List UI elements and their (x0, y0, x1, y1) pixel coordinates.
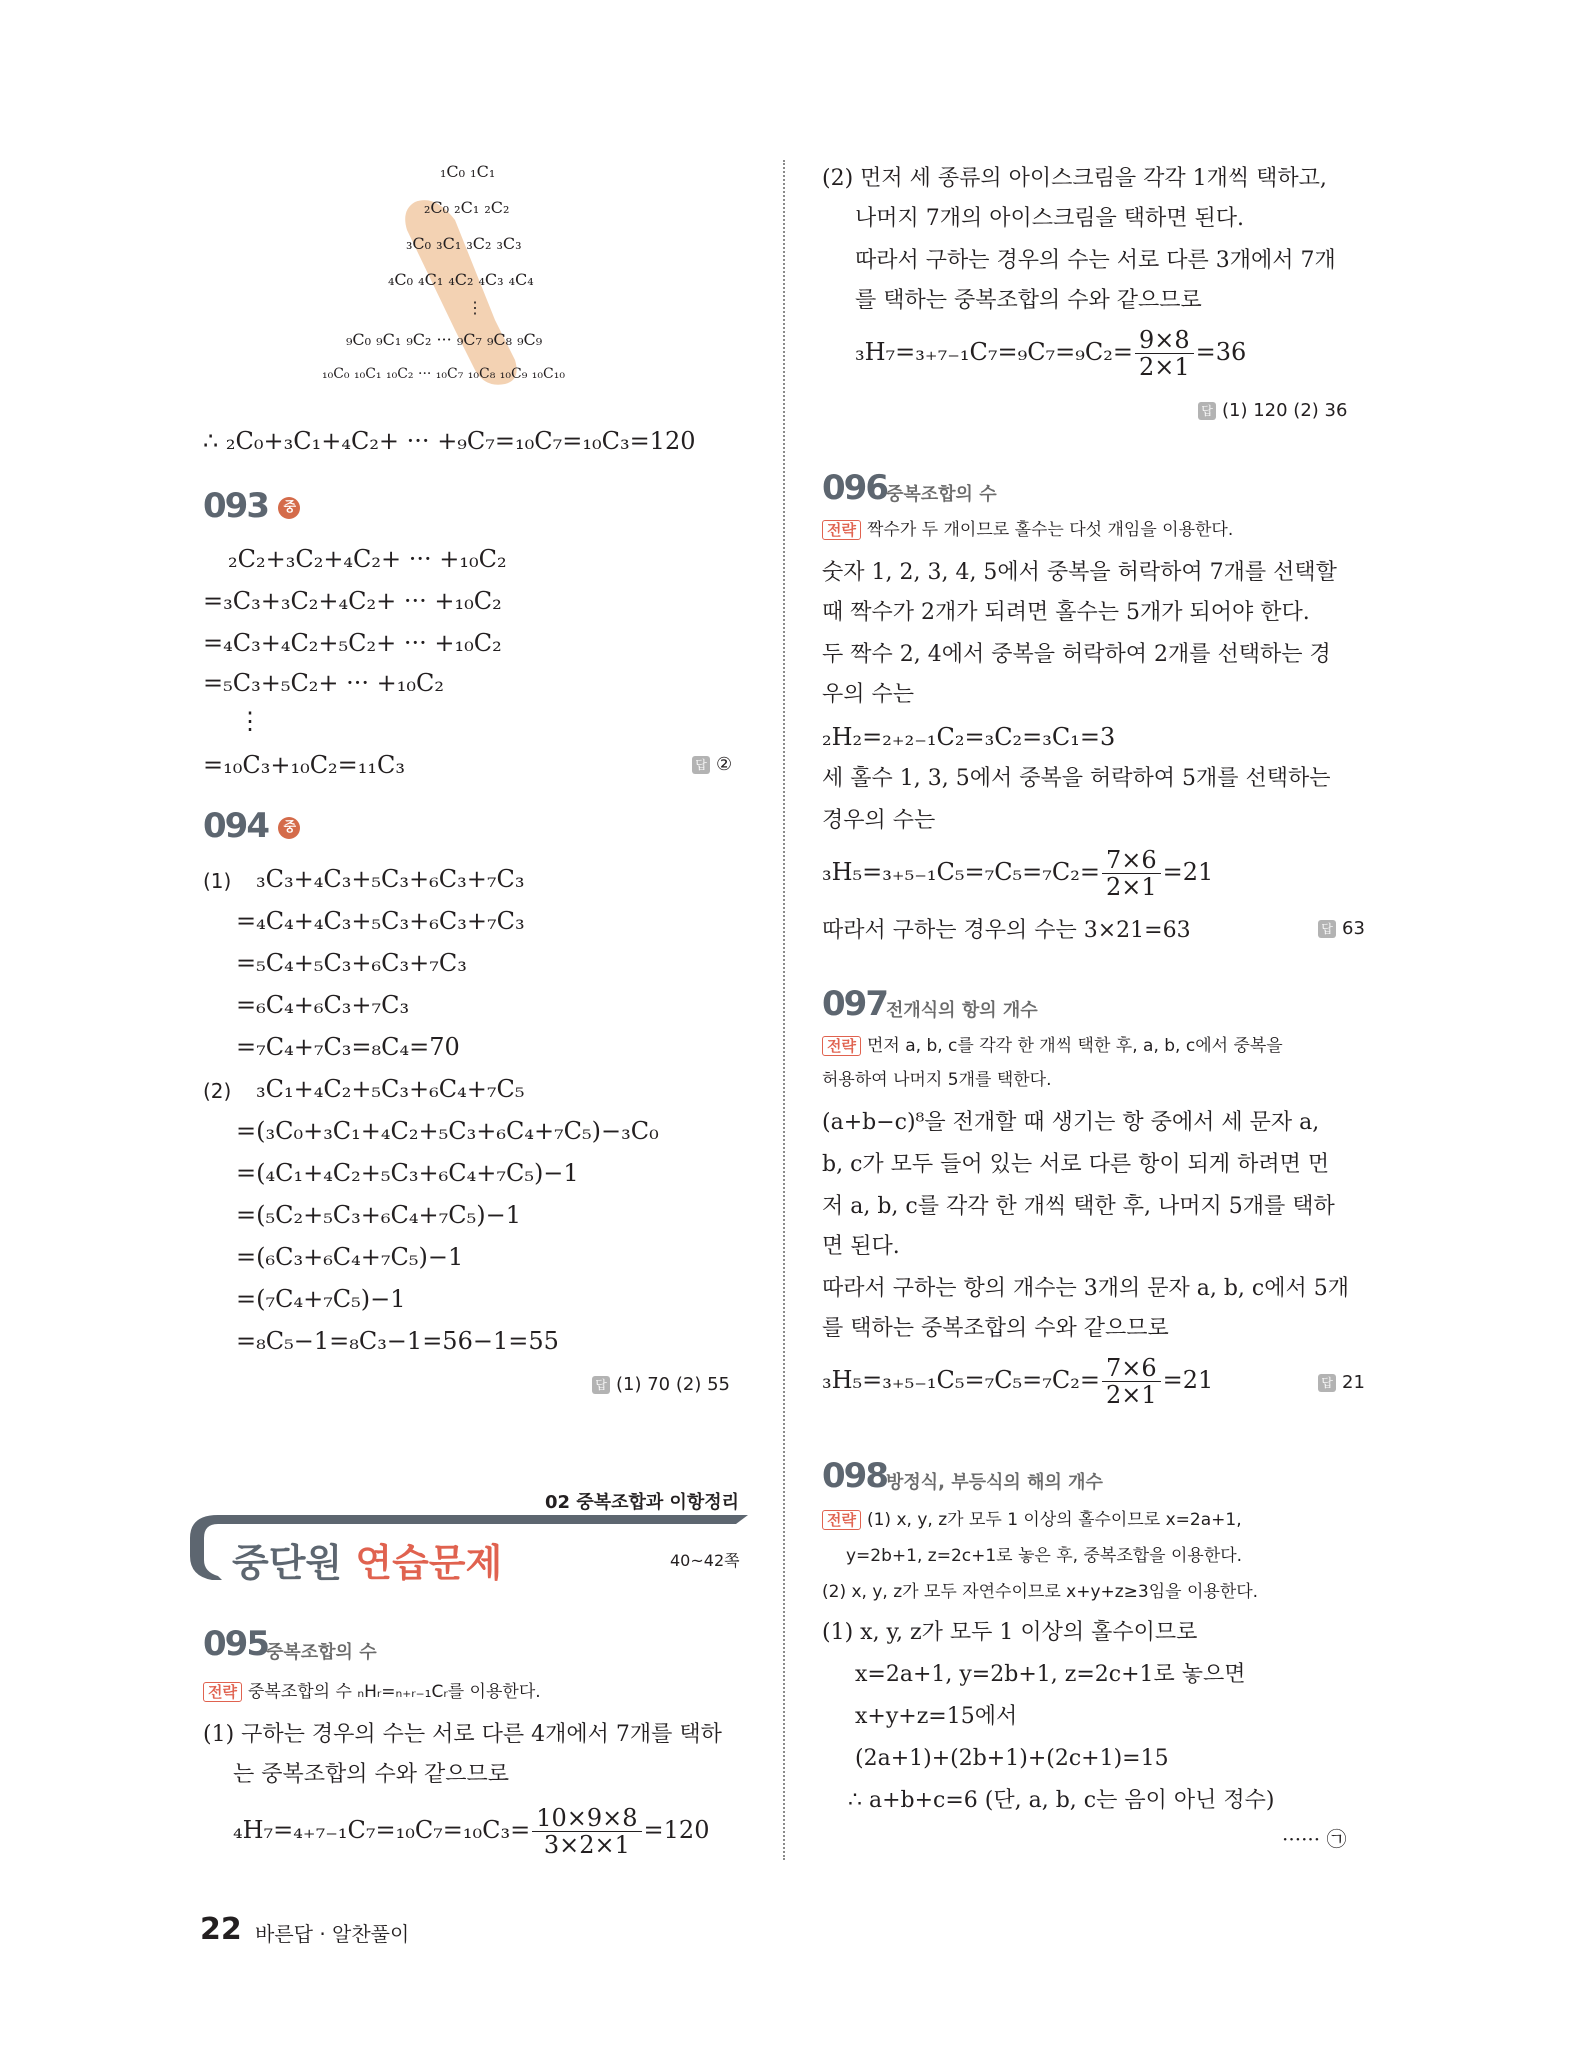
p098-line-2: x=2a+1, y=2b+1, z=2c+1로 놓으면 (855, 1662, 1246, 1687)
fraction: $\frac{7\times 6}{2\times 1}$ (1102, 1355, 1161, 1408)
answer-icon: 답 (692, 756, 710, 774)
p098-line-5: ∴ a+b+c=6 (단, a, b, c는 음이 아닌 정수) (848, 1788, 1275, 1813)
fraction: $\frac{7\times 6}{2\times 1}$ (1102, 847, 1161, 900)
therefore-line: ∴ ₂C₀+₃C₁+₄C₂+ ··· +₉C₇=₁₀C₇=₁₀C₃=120 (203, 427, 696, 455)
chapter-label: 02 중복조합과 이항정리 (545, 1492, 740, 1513)
p095-strategy: 전략 중복조합의 수 ₙHᵣ=ₙ₊ᵣ₋₁Cᵣ를 이용한다. (203, 1680, 541, 1704)
page-range: 40~42쪽 (670, 1551, 740, 1570)
problem-093-number: 093 중 (203, 486, 300, 526)
p097-title: 전개식의 항의 개수 (886, 1000, 1038, 1021)
difficulty-badge: 중 (278, 817, 300, 839)
p098-strategy-2: y=2b+1, z=2c+1로 놓은 후, 중복조합을 이용한다. (846, 1546, 1243, 1566)
p094-part2-line-7: =₈C₅−1=₈C₃−1=56−1=55 (236, 1327, 559, 1355)
triangle-row-3: ₃C₀ ₃C₁ ₃C₂ ₃C₃ (406, 234, 522, 253)
fraction: $\frac{9\times 8}{2\times 1}$ (1135, 327, 1194, 380)
p097-answer: 답 21 (1318, 1372, 1365, 1393)
p093-line-1: ₂C₂+₃C₂+₄C₂+ ··· +₁₀C₂ (228, 545, 507, 573)
p098-line-4: (2a+1)+(2b+1)+(2c+1)=15 (855, 1746, 1169, 1771)
p093-line-3: =₄C₃+₄C₂+₅C₂+ ··· +₁₀C₂ (203, 629, 502, 657)
p095-formula: ₄H₇=₄₊₇₋₁C₇=₁₀C₇=₁₀C₃= $\frac{10\times 9\times 8}{3\times 2\times 1}$ =120 (233, 1804, 710, 1859)
p096-line-1: 숫자 1, 2, 3, 4, 5에서 중복을 허락하여 7개를 선택할 (822, 560, 1337, 585)
problem-097-number: 097 (822, 984, 887, 1024)
p097-line-3: 저 a, b, c를 각각 한 개씩 택한 후, 나머지 5개를 택하 (822, 1194, 1335, 1219)
p095-title: 중복조합의 수 (266, 1642, 377, 1663)
answer-icon: 답 (1318, 920, 1336, 938)
p094-part2-line-5: =(₆C₃+₆C₄+₇C₅)−1 (236, 1243, 464, 1271)
p096-line-6: 세 홀수 1, 3, 5에서 중복을 허락하여 5개를 선택하는 (822, 766, 1331, 791)
p096-line-2: 때 짝수가 2개가 되려면 홀수는 5개가 되어야 한다. (822, 600, 1310, 625)
p096-answer: 답 63 (1318, 918, 1365, 939)
p094-part2-line-3: =(₄C₁+₄C₂+₅C₃+₆C₄+₇C₅)−1 (236, 1159, 579, 1187)
p097-strategy-1: 전략 먼저 a, b, c를 각각 한 개씩 택한 후, a, b, c에서 중복을 (822, 1034, 1283, 1058)
triangle-row-5: ⋮ (467, 298, 483, 317)
p094-part1-line-2: =₄C₄+₄C₃+₅C₃+₆C₃+₇C₃ (236, 907, 525, 935)
p094-part2-line-4: =(₅C₂+₅C₃+₆C₄+₇C₅)−1 (236, 1201, 521, 1229)
p095c-line-3: 따라서 구하는 경우의 수는 서로 다른 3개에서 7개 (855, 248, 1336, 273)
column-divider (783, 160, 785, 1860)
p096-title: 중복조합의 수 (886, 484, 997, 505)
p098-strategy-3: (2) x, y, z가 모두 자연수이므로 x+y+z≥3임을 이용한다. (822, 1582, 1259, 1602)
p097-line-1: (a+b−c)⁸을 전개할 때 생기는 항 중에서 세 문자 a, (822, 1110, 1320, 1135)
p094-part1-line-3: =₅C₄+₅C₃+₆C₃+₇C₃ (236, 949, 467, 977)
p094-part2-line-6: =(₇C₄+₇C₅)−1 (236, 1285, 406, 1313)
problem-095-number: 095 (203, 1624, 268, 1664)
triangle-row-9: ₉C₀ ₉C₁ ₉C₂ ··· ₉C₇ ₉C₈ ₉C₉ (346, 330, 543, 349)
strategy-tag: 전략 (822, 520, 861, 540)
p098-marker: ······ ㉠ (1282, 1827, 1347, 1851)
p093-line-2: =₃C₃+₃C₂+₄C₂+ ··· +₁₀C₂ (203, 587, 502, 615)
p098-title: 방정식, 부등식의 해의 개수 (886, 1472, 1103, 1493)
p094-part2-label: (2) (203, 1079, 232, 1103)
p096-formula: ₃H₅=₃₊₅₋₁C₅=₇C₅=₇C₂= $\frac{7\times 6}{2\times 1}$ =21 (822, 846, 1214, 901)
answer-icon: 답 (1318, 1374, 1336, 1392)
strategy-tag: 전략 (822, 1510, 861, 1530)
p097-line-5: 따라서 구하는 항의 개수는 3개의 문자 a, b, c에서 5개 (822, 1276, 1349, 1301)
triangle-row-2: ₂C₀ ₂C₁ ₂C₂ (424, 198, 510, 217)
problem-094-number: 094 중 (203, 806, 300, 846)
p098-line-1: (1) x, y, z가 모두 1 이상의 홀수이므로 (822, 1620, 1198, 1645)
answer-icon: 답 (1198, 402, 1216, 420)
footer-label: 바른답 · 알찬풀이 (255, 1922, 410, 1946)
p094-part2-line-2: =(₃C₀+₃C₁+₄C₂+₅C₃+₆C₄+₇C₅)−₃C₀ (236, 1117, 659, 1145)
p094-part1-label: (1) (203, 869, 232, 893)
p096-line-5: ₂H₂=₂₊₂₋₁C₂=₃C₂=₃C₁=3 (822, 723, 1116, 751)
triangle-row-4: ₄C₀ ₄C₁ ₄C₂ ₄C₃ ₄C₄ (388, 270, 534, 289)
p095c-line-4: 를 택하는 중복조합의 수와 같으므로 (855, 288, 1202, 313)
p097-strategy-2: 허용하여 나머지 5개를 택한다. (822, 1070, 1052, 1090)
section-title: 중단원 연습문제 (232, 1541, 503, 1585)
p096-line-7: 경우의 수는 (822, 808, 936, 833)
fraction: $\frac{10\times 9\times 8}{3\times 2\times 1}$ (532, 1805, 641, 1858)
p094-answer: 답 (1) 70 (2) 55 (592, 1374, 730, 1395)
p097-line-6: 를 택하는 중복조합의 수와 같으므로 (822, 1316, 1169, 1341)
p095c-line-1: (2) 먼저 세 종류의 아이스크림을 각각 1개씩 택하고, (822, 166, 1327, 191)
page-number: 22 (200, 1912, 242, 1947)
p093-line-4: =₅C₃+₅C₂+ ··· +₁₀C₂ (203, 669, 445, 697)
problem-098-number: 098 (822, 1456, 887, 1496)
p097-formula: ₃H₅=₃₊₅₋₁C₅=₇C₅=₇C₂= $\frac{7\times 6}{2\times 1}$ =21 (822, 1354, 1214, 1409)
p096-line-3: 두 짝수 2, 4에서 중복을 허락하여 2개를 선택하는 경 (822, 642, 1331, 667)
p094-part1-line-1: ₃C₃+₄C₃+₅C₃+₆C₃+₇C₃ (256, 865, 525, 893)
p098-strategy-1: 전략 (1) x, y, z가 모두 1 이상의 홀수이므로 x=2a+1, (822, 1508, 1242, 1532)
p098-line-3: x+y+z=15에서 (855, 1704, 1018, 1729)
p095c-formula: ₃H₇=₃₊₇₋₁C₇=₉C₇=₉C₂= $\frac{9\times 8}{2\times 1}$ =36 (855, 326, 1247, 381)
p097-line-2: b, c가 모두 들어 있는 서로 다른 항이 되게 하려면 먼 (822, 1152, 1330, 1177)
p096-line-4: 우의 수는 (822, 682, 915, 707)
p093-line-5: ⋮ (238, 707, 262, 735)
p094-part2-line-1: ₃C₁+₄C₂+₅C₃+₆C₄+₇C₅ (256, 1075, 525, 1103)
strategy-tag: 전략 (203, 1682, 242, 1702)
p095-part1-line-1: (1) 구하는 경우의 수는 서로 다른 4개에서 7개를 택하 (203, 1722, 722, 1747)
strategy-tag: 전략 (822, 1036, 861, 1056)
triangle-row-10: ₁₀C₀ ₁₀C₁ ₁₀C₂ ··· ₁₀C₇ ₁₀C₈ ₁₀C₉ ₁₀C₁₀ (322, 366, 565, 382)
p097-line-4: 면 된다. (822, 1234, 900, 1259)
problem-096-number: 096 (822, 468, 887, 508)
p094-part1-line-5: =₇C₄+₇C₃=₈C₄=70 (236, 1033, 460, 1061)
triangle-highlight (395, 190, 555, 390)
p096-strategy: 전략 짝수가 두 개이므로 홀수는 다섯 개임을 이용한다. (822, 518, 1233, 542)
p095-part1-line-2: 는 중복조합의 수와 같으므로 (233, 1762, 510, 1787)
difficulty-badge: 중 (278, 497, 300, 519)
answer-icon: 답 (592, 1376, 610, 1394)
p094-part1-line-4: =₆C₄+₆C₃+₇C₃ (236, 991, 410, 1019)
p095-answer: 답 (1) 120 (2) 36 (1198, 400, 1347, 421)
p096-final: 따라서 구하는 경우의 수는 3×21=63 (822, 918, 1191, 943)
p095c-line-2: 나머지 7개의 아이스크림을 택하면 된다. (855, 206, 1244, 231)
p093-answer: 답 ② (692, 754, 732, 775)
triangle-row-1: ₁C₀ ₁C₁ (440, 162, 496, 181)
p093-line-6: =₁₀C₃+₁₀C₂=₁₁C₃ (203, 751, 406, 779)
